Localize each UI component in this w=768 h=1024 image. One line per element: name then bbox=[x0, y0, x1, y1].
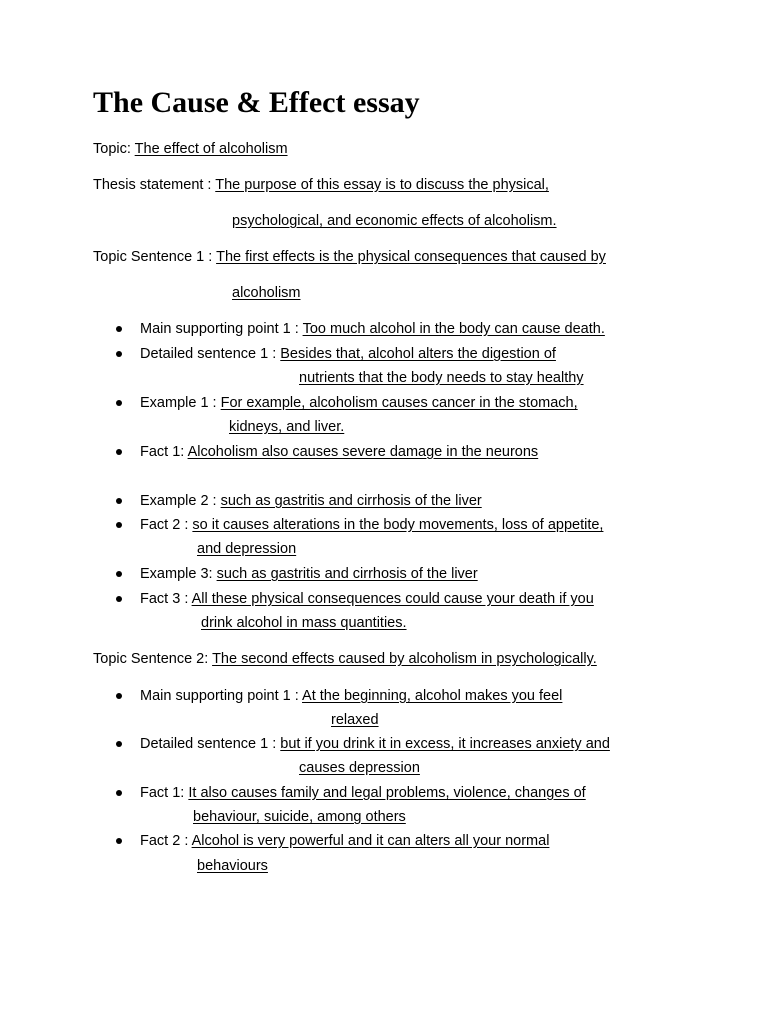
topic-sentence-1-label: Topic Sentence 1 : bbox=[93, 249, 213, 265]
item-text-continued: and depression bbox=[197, 541, 297, 557]
list-item bbox=[140, 735, 610, 753]
item-label: Fact 1: bbox=[140, 785, 185, 801]
thesis-text-2: psychological, and economic effects of alcoholism. bbox=[232, 213, 557, 229]
bullet bbox=[116, 326, 122, 332]
topic-value: The effect of alcoholism bbox=[134, 141, 288, 157]
topic-sentence-1-line bbox=[93, 248, 606, 266]
item-text: but if you drink it in excess, it increases anxiety and bbox=[280, 736, 610, 752]
item-text: All these physical consequences could cause your death if you bbox=[191, 591, 594, 607]
topic-sentence-2-text: The second effects caused by alcoholism in psychologically. bbox=[212, 651, 597, 667]
list-item bbox=[140, 590, 594, 608]
item-label: Fact 2 : bbox=[140, 833, 189, 849]
bullet bbox=[116, 522, 122, 528]
item-label: Example 2 : bbox=[140, 493, 217, 509]
item-text-continued: behaviours bbox=[197, 858, 268, 874]
item-text: Alcohol is very powerful and it can alters all your normal bbox=[191, 833, 550, 849]
item-text: so it causes alterations in the body movements, loss of appetite, bbox=[192, 517, 604, 533]
bullet bbox=[116, 741, 122, 747]
item-label: Main supporting point 1 : bbox=[140, 688, 299, 704]
list-item bbox=[140, 345, 556, 363]
list-item bbox=[140, 832, 549, 850]
bullet bbox=[116, 498, 122, 504]
thesis-line bbox=[93, 176, 549, 194]
item-label: Detailed sentence 1 : bbox=[140, 346, 277, 362]
thesis-label: Thesis statement : bbox=[93, 177, 212, 193]
list-item bbox=[140, 784, 586, 802]
bullet bbox=[116, 449, 122, 455]
essay-title: The Cause & Effect essay bbox=[93, 86, 420, 119]
item-label: Fact 1: bbox=[140, 444, 185, 460]
item-label: Example 1 : bbox=[140, 395, 217, 411]
item-text: It also causes family and legal problems, violence, changes of bbox=[188, 785, 586, 801]
item-text: such as gastritis and cirrhosis of the liver bbox=[216, 566, 478, 582]
topic-sentence-2-label: Topic Sentence 2: bbox=[93, 651, 209, 667]
topic-label: Topic: bbox=[93, 141, 131, 157]
item-label: Fact 2 : bbox=[140, 517, 189, 533]
topic-sentence-1-text-2: alcoholism bbox=[232, 285, 301, 301]
item-label: Detailed sentence 1 : bbox=[140, 736, 277, 752]
list-item bbox=[140, 320, 605, 338]
item-text-continued: causes depression bbox=[299, 760, 420, 776]
item-text: At the beginning, alcohol makes you feel bbox=[302, 688, 563, 704]
list-item bbox=[140, 565, 478, 583]
bullet bbox=[116, 693, 122, 699]
topic-sentence-2-line bbox=[93, 650, 597, 668]
item-text: such as gastritis and cirrhosis of the liver bbox=[220, 493, 482, 509]
list-item bbox=[140, 492, 482, 510]
item-text-continued: drink alcohol in mass quantities. bbox=[201, 615, 407, 631]
item-text: Alcoholism also causes severe damage in the neurons bbox=[187, 444, 539, 460]
list-item bbox=[140, 516, 603, 534]
bullet bbox=[116, 351, 122, 357]
item-label: Example 3: bbox=[140, 566, 213, 582]
item-text-continued: kidneys, and liver. bbox=[229, 419, 345, 435]
topic-line bbox=[93, 140, 288, 158]
bullet bbox=[116, 838, 122, 844]
item-text: Too much alcohol in the body can cause death. bbox=[302, 321, 605, 337]
bullet bbox=[116, 400, 122, 406]
topic-sentence-1-text-1: The first effects is the physical consequences that caused by bbox=[216, 249, 606, 265]
item-text-continued: nutrients that the body needs to stay healthy bbox=[299, 370, 584, 386]
list-item bbox=[140, 443, 538, 461]
item-label: Main supporting point 1 : bbox=[140, 321, 299, 337]
thesis-text-1: The purpose of this essay is to discuss the physical, bbox=[215, 177, 549, 193]
item-label: Fact 3 : bbox=[140, 591, 189, 607]
bullet bbox=[116, 596, 122, 602]
bullet bbox=[116, 790, 122, 796]
item-text-continued: relaxed bbox=[331, 712, 379, 728]
item-text-continued: behaviour, suicide, among others bbox=[193, 809, 406, 825]
list-item bbox=[140, 394, 578, 412]
list-item bbox=[140, 687, 562, 705]
item-text: For example, alcoholism causes cancer in the stomach, bbox=[220, 395, 578, 411]
bullet bbox=[116, 571, 122, 577]
item-text: Besides that, alcohol alters the digestion of bbox=[280, 346, 556, 362]
